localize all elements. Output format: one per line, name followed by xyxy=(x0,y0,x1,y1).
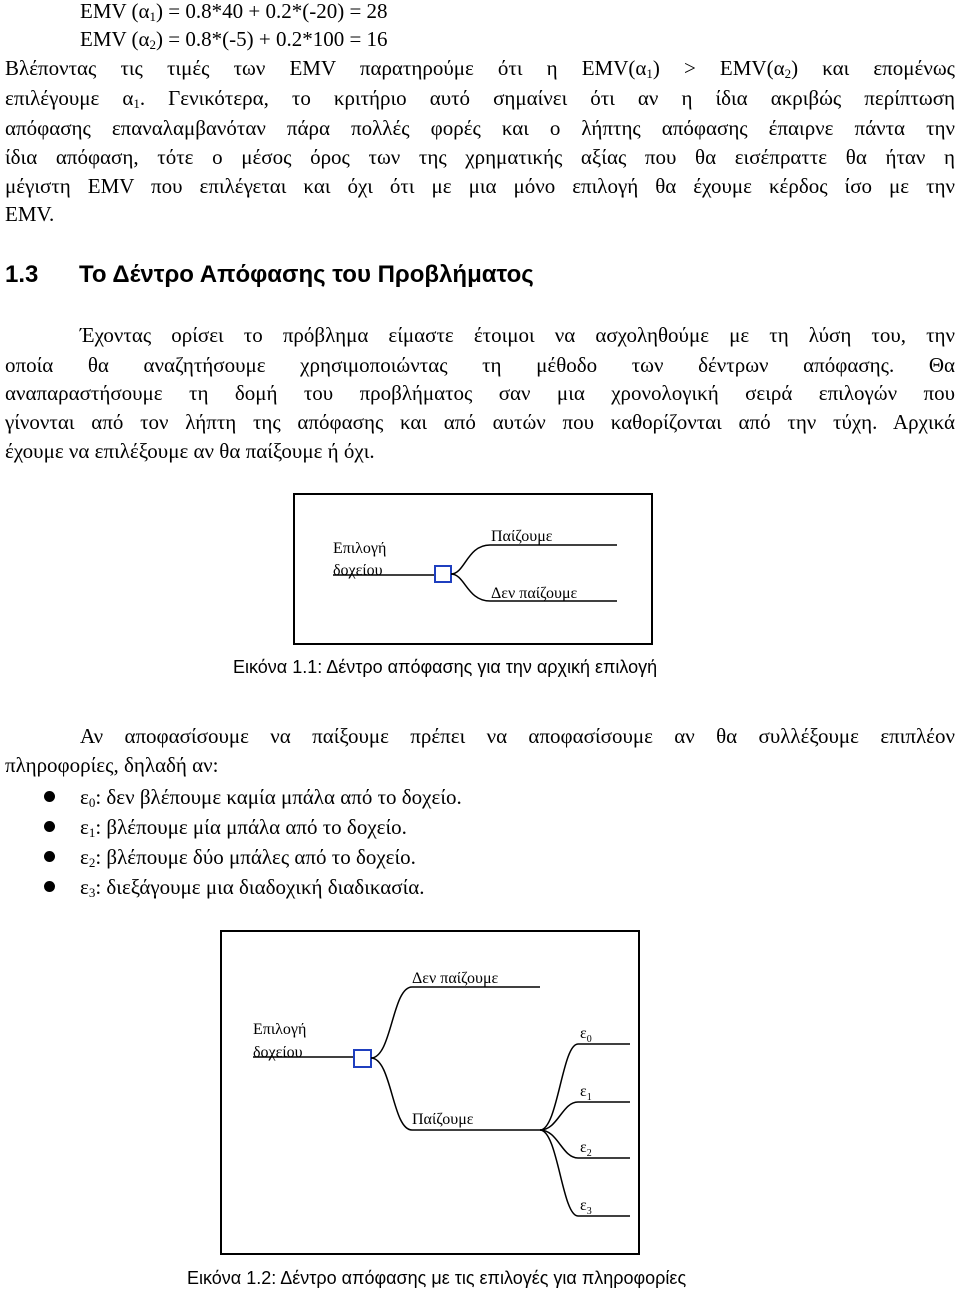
figure-1-branch-bottom-curve xyxy=(451,574,490,601)
figure-2-node-label-line2: δοχείου xyxy=(253,1044,303,1061)
figure-1-branch-top-label: Παίζουμε xyxy=(491,528,553,545)
paragraph-2-line-2: οποία θα αναζητήσουμε χρησιμοποιώντας τη μέθοδο των δέντρων απόφασης. Θα xyxy=(5,353,955,377)
paragraph-3-line-1: Αν αποφασίσουμε να παίξουμε πρέπει να αποφασίσουμε αν θα συλλέξουμε επιπλέον xyxy=(80,724,955,748)
figure-2-branch-bottom-curve xyxy=(371,1058,412,1130)
paragraph-2-line-1: Έχοντας ορίσει το πρόβλημα είμαστε έτοιμοι να ασχοληθούμε με τη λύση του, την xyxy=(80,323,955,347)
figure-2-branch-top-curve xyxy=(371,987,412,1058)
figure-2-option-e1-label: $\varepsilon_1$ xyxy=(580,1083,592,1103)
figure-1-caption: Εικόνα 1.1: Δέντρο απόφασης για την αρχική επιλογή xyxy=(233,657,658,677)
paragraph-3-line-2: πληροφορίες, δηλαδή αν: xyxy=(5,753,219,777)
figure-2-branch-bottom-label: Παίζουμε xyxy=(412,1111,474,1128)
figure-1-branch-bottom-label: Δεν παίζουμε xyxy=(491,585,578,602)
paragraph-2-line-4: γίνονται από τον λήπτη της απόφασης και από αυτών που καθορίζονται από την τύχη. Αρχικά xyxy=(5,410,955,434)
figure-2-node-label-line1: Επιλογή xyxy=(253,1021,307,1038)
figure-2-decision-tree xyxy=(220,930,640,1255)
paragraph-1-line-1: Βλέποντας τις τιμές των EMV παρατηρούμε ότι η $EMV(\alpha_1) > EMV(\alpha_2)$ και επομένως xyxy=(5,56,955,81)
figure-2-caption: Εικόνα 1.2: Δέντρο απόφασης με τις επιλογές για πληροφορίες xyxy=(187,1268,687,1288)
paragraph-1-line-6: EMV. xyxy=(5,202,55,226)
paragraph-2-line-5: έχουμε να επιλέξουμε αν θα παίξουμε ή όχι. xyxy=(5,439,375,463)
figure-2-branch-top-label: Δεν παίζουμε xyxy=(412,970,499,987)
list-item: $\varepsilon_1$: βλέπουμε μία μπάλα από το δοχείο. xyxy=(80,815,407,840)
paragraph-1-line-3: απόφασης επαναλαμβανόταν πάρα πολλές φορές και ο λήπτης απόφασης έπαιρνε πάντα την xyxy=(5,116,955,140)
paragraph-2-line-3: αναπαραστήσουμε τη δομή του προβλήματος σαν μια χρονολογική σειρά επιλογών που xyxy=(5,381,955,405)
figure-2-option-e3-label: $\varepsilon_3$ xyxy=(580,1197,592,1217)
figure-1-decision-tree xyxy=(293,493,653,645)
bullet-marker xyxy=(44,791,55,802)
section-title: Το Δέντρο Απόφασης του Προβλήματος xyxy=(79,261,534,288)
emv-equation-a2: EMV $(\alpha_2) = 0.8*(-5) + 0.2*100 = 16$ xyxy=(80,27,388,52)
figure-1-decision-node xyxy=(435,566,451,582)
bullet-marker xyxy=(44,881,55,892)
paragraph-1-line-2: επιλέγουμε $\alpha_1$. Γενικότερα, το κριτήριο αυτό σημαίνει ότι αν η ίδια ακριβώς περίπτωση xyxy=(5,86,956,111)
figure-2-diagram xyxy=(222,932,638,1253)
section-heading xyxy=(5,258,534,292)
section-number: 1.3 xyxy=(5,261,39,288)
emv-equation-a1: EMV $(\alpha_1) = 0.8*40 + 0.2*(-20) = 28$ xyxy=(80,0,388,24)
figure-1-branch-top-curve xyxy=(451,545,490,574)
figure-2-option-e0-label: $\varepsilon_0$ xyxy=(580,1025,592,1045)
paragraph-1-line-4: ίδια απόφαση, τότε ο μέσος όρος των της χρηματικής αξίας που θα εισέπραττε θα ήταν η xyxy=(5,145,955,169)
figure-1-node-label-line2: δοχείου xyxy=(333,562,383,579)
bullet-marker xyxy=(44,821,55,832)
figure-2-decision-node xyxy=(354,1050,371,1067)
figure-1-diagram xyxy=(295,495,651,643)
paragraph-1-line-5: μέγιστη EMV που επιλέγεται και όχι ότι με μια μόνο επιλογή θα έχουμε κέρδος ίσο με την xyxy=(5,174,955,198)
figure-1-node-label-line1: Επιλογή xyxy=(333,540,387,557)
figure-2-option-e2-label: $\varepsilon_2$ xyxy=(580,1139,592,1159)
list-item: $\varepsilon_0$: δεν βλέπουμε καμία μπάλα από το δοχείο. xyxy=(80,785,462,810)
list-item: $\varepsilon_3$: διεξάγουμε μια διαδοχική διαδικασία. xyxy=(80,875,425,900)
bullet-marker xyxy=(44,851,55,862)
list-item: $\varepsilon_2$: βλέπουμε δύο μπάλες από το δοχείο. xyxy=(80,845,416,870)
